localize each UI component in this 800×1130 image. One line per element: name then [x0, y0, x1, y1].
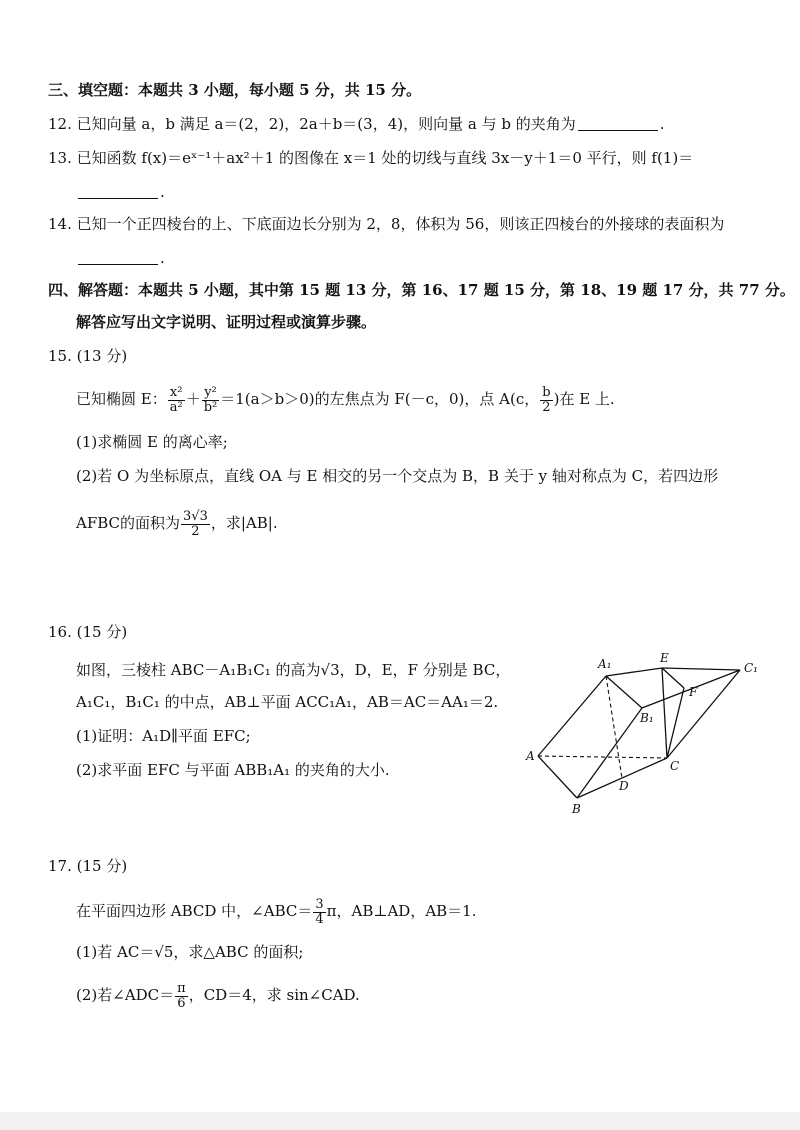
question-14-end: .: [160, 249, 165, 267]
prism-figure: [522, 648, 772, 818]
q15-stem-b: ＝1(a＞b＞0)的左焦点为 F(－c，0)，点 A(c，: [220, 390, 540, 408]
q15-stem-c: )在 E 上.: [553, 390, 615, 408]
question-15-header: 15. (13 分): [48, 347, 128, 365]
edge-e-f: [662, 668, 684, 688]
label-F: F: [689, 685, 698, 699]
fraction-pi-6: $\frac{\pi}{6}$: [177, 980, 186, 1011]
question-12-text: 12. 已知向量 a，b 满足 a＝(2，2)，2a＋b＝(3，4)，则向量 a 与 b 的夹角为: [48, 115, 576, 133]
question-12-end: .: [659, 115, 665, 133]
fraction-y2-b2: $\frac{\text{y²}}{\text{b²}}$: [203, 384, 218, 415]
question-15-part2: (2)若 O 为坐标原点，直线 OA 与 E 相交的另一个交点为 B，B 关于 y 轴对称点为 C，若四边形: [76, 467, 719, 485]
question-16-part2: (2)求平面 EFC 与平面 ABB₁A₁ 的夹角的大小.: [76, 761, 390, 779]
question-12: [48, 114, 665, 134]
question-17-line1: [76, 896, 477, 927]
q17-line1-a: 在平面四边形 ABCD 中，∠ABC＝: [76, 902, 313, 920]
edge-e-c1: [662, 668, 740, 670]
question-14-text: 14. 已知一个正四棱台的上、下底面边长分别为 2，8，体积为 56，则该正四棱台的外接球的表面积为: [48, 215, 725, 233]
edge-a1-b1: [606, 676, 642, 708]
hidden-edge-a-c: [538, 756, 667, 758]
section3-title: 三、填空题：本题共 3 小题，每小题 5 分，共 15 分。: [48, 81, 422, 99]
question-16-line2: A₁C₁，B₁C₁ 的中点，AB⊥平面 ACC₁A₁，AB＝AC＝AA₁＝2.: [76, 693, 499, 711]
edge-b-b1: [577, 708, 642, 798]
edge-e-c: [662, 668, 667, 758]
answer-blank-12[interactable]: [578, 130, 658, 131]
q17-part2-b: ，CD＝4，求 sin∠CAD.: [188, 986, 360, 1004]
fraction-b-2: $\frac{b}{2}$: [542, 384, 551, 415]
section4-title: 四、解答题：本题共 5 小题，其中第 15 题 13 分，第 16、17 题 15 分，第 18、19 题 17 分，共 77 分。: [48, 281, 795, 299]
edge-a1-a: [538, 676, 606, 756]
question-13-text: 13. 已知函数 f(x)＝eˣ⁻¹＋ax²＋1 的图像在 x＝1 处的切线与直线 3x－y＋1＝0 平行，则 f(1)＝: [48, 149, 694, 167]
label-C: C: [670, 759, 680, 773]
question-15-stem: 已知椭圆 E： $\frac{\text{x²}}{\text{a²}}$ ＋ $\frac{\text{y²}}{\text{b²}}$ ＝1(a＞b＞0)的左焦点为 F(－c，0)，点 A(c， $\frac{b}{2}$ )在 E 上.: [76, 384, 615, 415]
edge-a-b: [538, 756, 577, 798]
hidden-edge-a1-d: [606, 676, 622, 778]
answer-blank-14[interactable]: [78, 264, 158, 265]
question-16-line1: 如图，三棱柱 ABC－A₁B₁C₁ 的高为√3，D，E，F 分别是 BC，: [76, 661, 511, 679]
label-D: D: [619, 779, 629, 793]
question-16-part1: (1)证明：A₁D∥平面 EFC;: [76, 727, 251, 745]
label-A: A: [526, 749, 535, 763]
answer-blank-13[interactable]: [78, 198, 158, 199]
question-16-header: 16. (15 分): [48, 623, 128, 641]
q15-part2b-b: ，求|AB|.: [210, 514, 278, 532]
question-15-part2b: [76, 508, 278, 539]
fraction-x2-a2: $\frac{\text{x²}}{\text{a²}}$: [169, 384, 183, 415]
edge-a1-e: [606, 668, 662, 676]
question-13-end: .: [160, 183, 165, 201]
page-bottom-edge: [0, 1112, 800, 1130]
question-17-part2: [76, 980, 360, 1011]
label-E: E: [660, 651, 669, 665]
q15-stem-a: 已知椭圆 E：: [76, 390, 167, 408]
question-15-part1: (1)求椭圆 E 的离心率;: [76, 433, 228, 451]
q17-part2-a: (2)若∠ADC＝: [76, 986, 175, 1004]
question-13-blank-line: [76, 182, 165, 202]
label-B: B: [572, 802, 581, 816]
question-17-header: 17. (15 分): [48, 857, 128, 875]
fraction-area: $\frac{3√3}{2}$: [183, 508, 208, 539]
label-A1: A₁: [598, 657, 612, 671]
label-B1: B₁: [640, 711, 654, 725]
section4-note: 解答应写出文字说明、证明过程或演算步骤。: [76, 313, 377, 331]
q17-line1-b: π，AB⊥AD，AB＝1.: [326, 902, 477, 920]
question-17-part1: (1)若 AC＝√5，求△ABC 的面积;: [76, 943, 304, 961]
question-14-blank-line: [76, 248, 165, 268]
label-C1: C₁: [744, 661, 758, 675]
fraction-3-4: $\frac{3}{4}$: [315, 896, 324, 927]
q15-part2b-a: AFBC的面积为: [76, 514, 181, 532]
